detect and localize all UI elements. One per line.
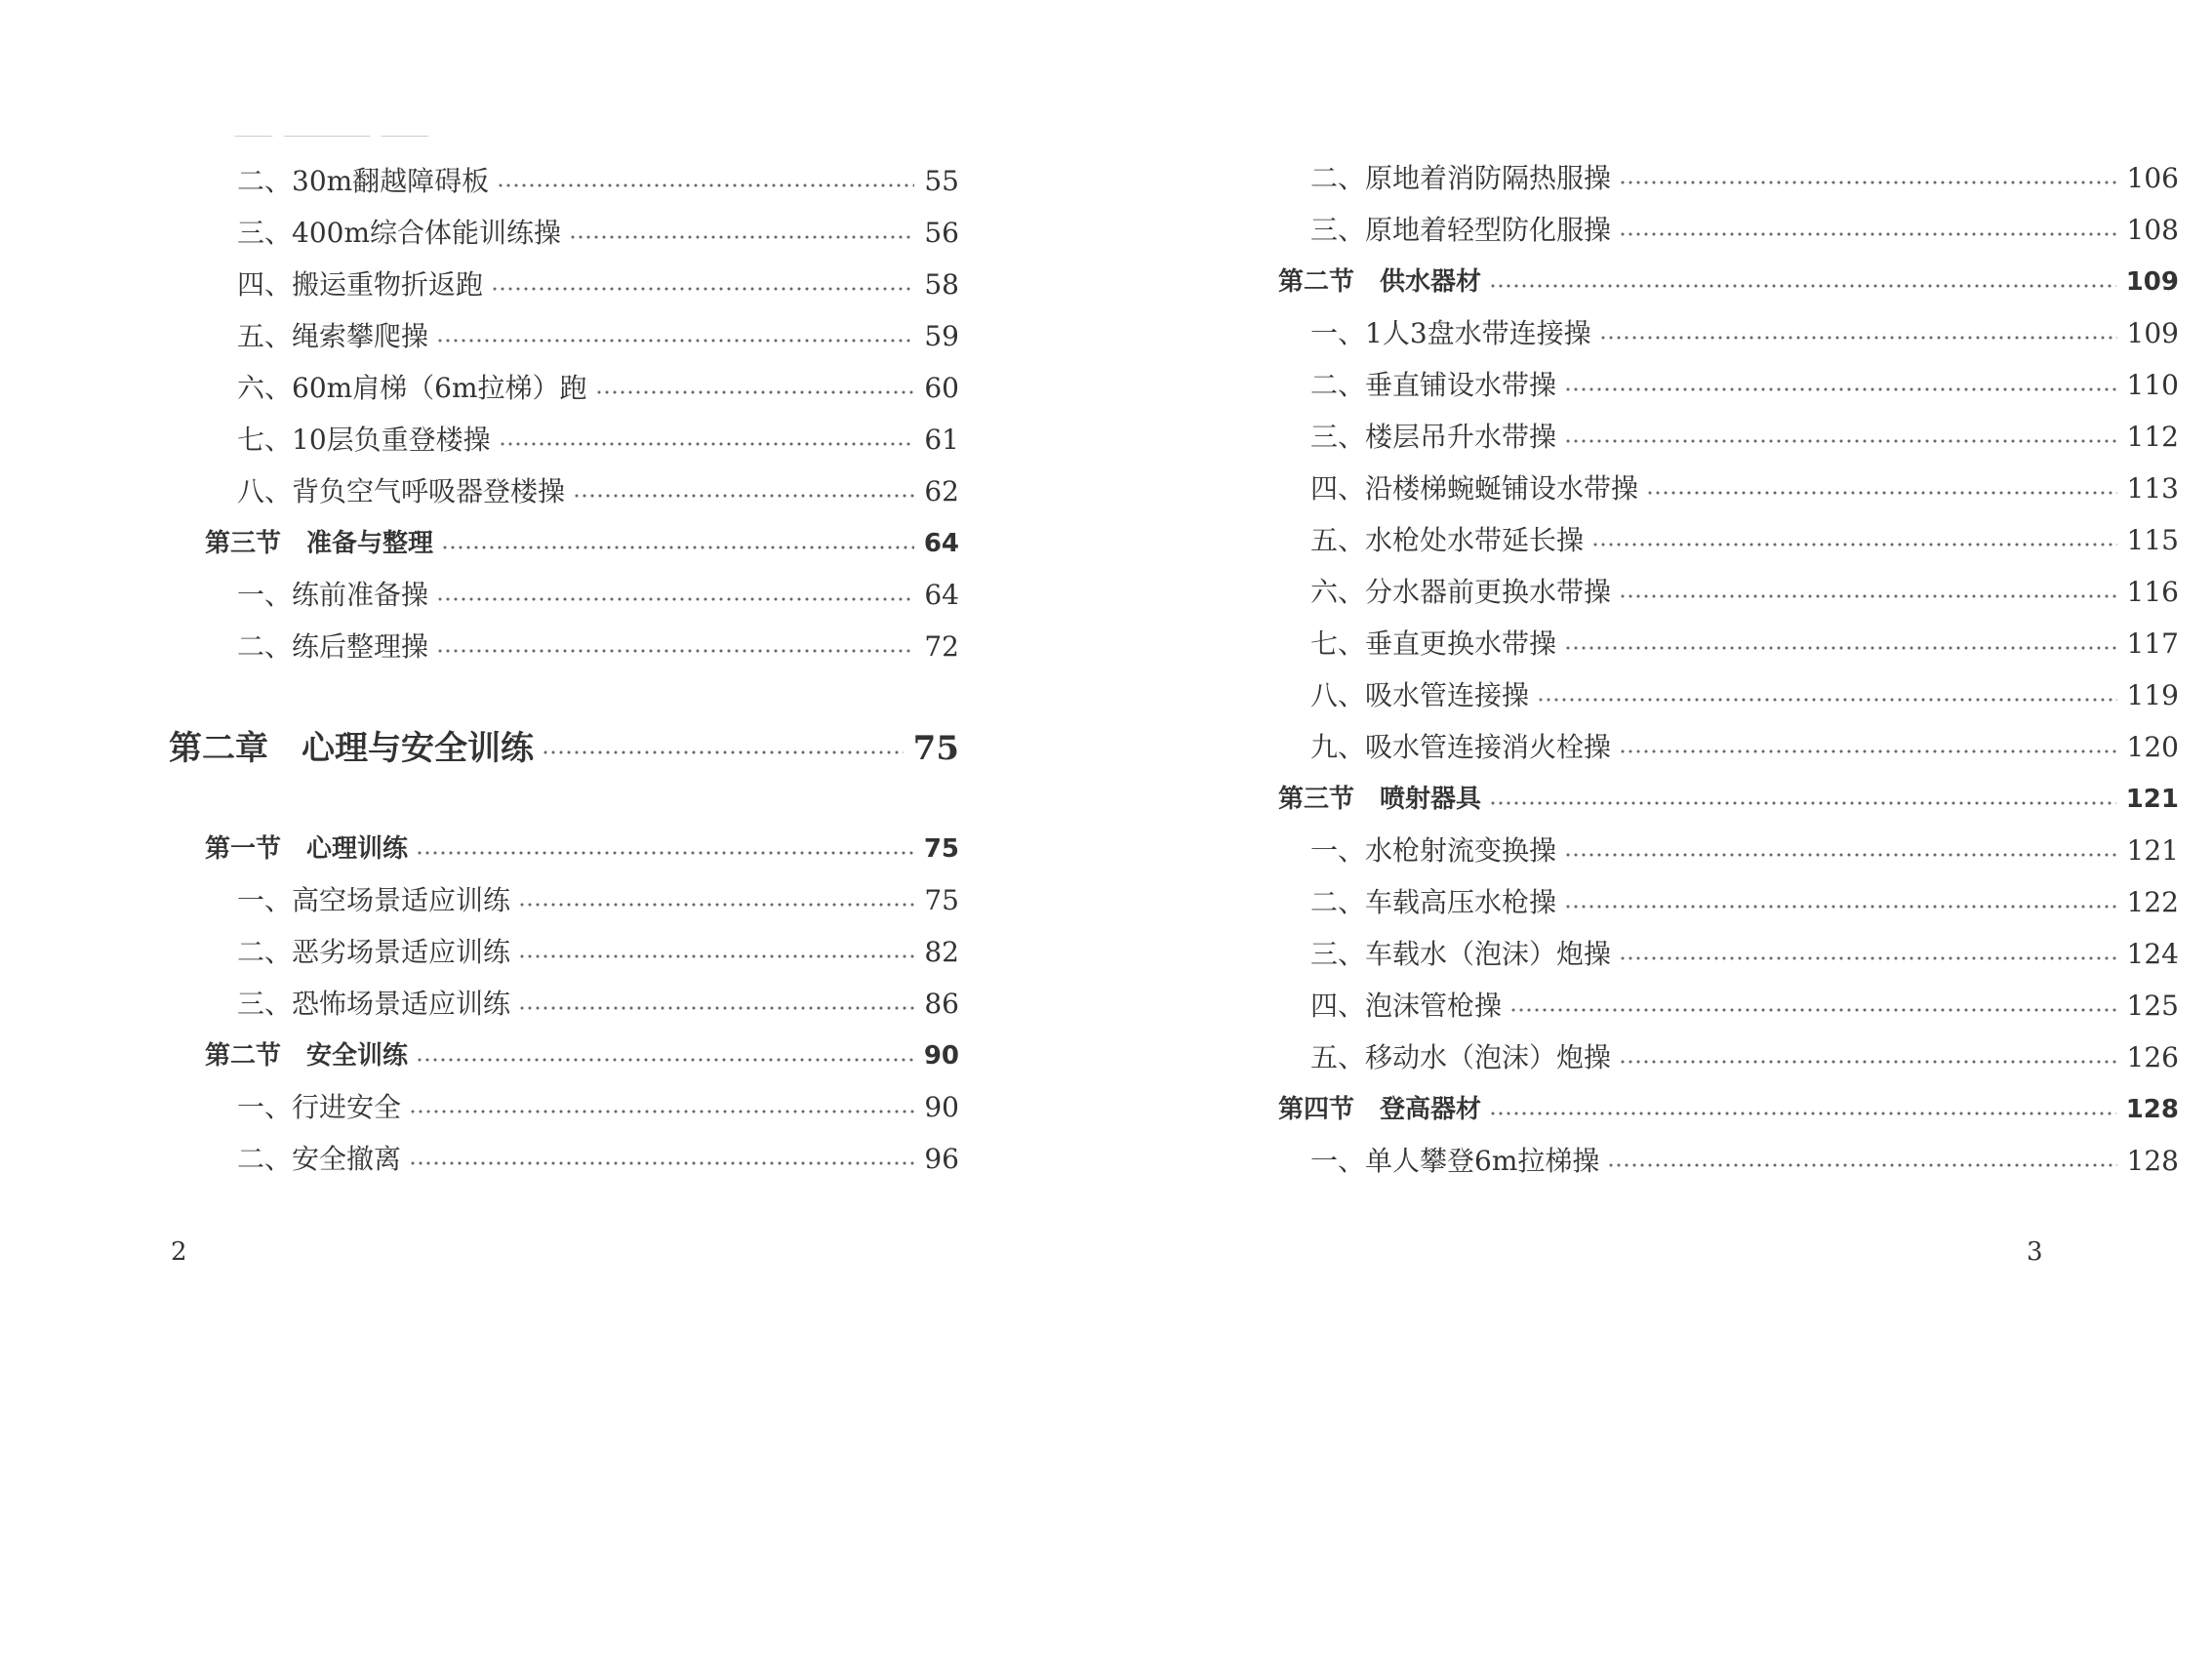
cut-off-text-fragment: [234, 127, 459, 137]
toc-entry-page: 110: [2126, 369, 2179, 401]
toc-entry-title: 一、高空场景适应训练: [237, 884, 511, 916]
toc-section-entry[interactable]: [1278, 263, 2179, 302]
toc-entry[interactable]: [237, 472, 959, 511]
toc-section-entry[interactable]: [205, 1036, 959, 1075]
dot-leader: [542, 749, 904, 755]
toc-section-entry[interactable]: [1278, 1090, 2179, 1129]
dot-leader: [1619, 593, 2117, 599]
dot-leader: [595, 389, 915, 395]
toc-entry-page: 119: [2126, 679, 2179, 711]
toc-entry-page: 116: [2126, 576, 2179, 608]
toc-entry-title: 五、水枪处水带延长操: [1310, 524, 1585, 556]
toc-entry-title: 二、垂直铺设水带操: [1310, 369, 1557, 401]
toc-entry-title: 二、车载高压水枪操: [1310, 886, 1557, 918]
toc-entry-page: 75: [923, 834, 959, 864]
toc-entry-page: 121: [2126, 834, 2179, 867]
toc-entry-page: 108: [2126, 214, 2179, 246]
toc-entry-page: 128: [2126, 1145, 2179, 1177]
dot-leader: [1646, 490, 2117, 496]
toc-entry[interactable]: [237, 576, 959, 615]
toc-entry-title: 九、吸水管连接消火栓操: [1310, 731, 1612, 763]
toc-entry[interactable]: [1310, 366, 2179, 405]
toc-entry-page: 64: [924, 579, 959, 611]
dot-leader: [416, 850, 914, 856]
toc-entry-page: 58: [924, 268, 959, 301]
toc-entry-title: 一、单人攀登6m拉梯操: [1310, 1145, 1600, 1177]
toc-entry-page: 96: [924, 1143, 959, 1175]
toc-entry[interactable]: [237, 265, 959, 304]
toc-entry-title: 四、泡沫管枪操: [1310, 990, 1503, 1022]
toc-entry-title: 五、移动水（泡沫）炮操: [1310, 1041, 1612, 1073]
toc-entry-title: 八、吸水管连接操: [1310, 679, 1530, 711]
toc-entry-page: 75: [924, 884, 959, 916]
dot-leader: [1599, 335, 2117, 341]
toc-entry-page: 128: [2125, 1095, 2179, 1124]
toc-entry-page: 86: [924, 988, 959, 1020]
dot-leader: [436, 648, 914, 654]
dot-leader: [491, 286, 914, 292]
toc-entry-page: 90: [924, 1091, 959, 1123]
toc-entry-page: 62: [924, 475, 959, 507]
page-number: 3: [2027, 1237, 2043, 1267]
toc-entry[interactable]: [1310, 573, 2179, 612]
toc-entry[interactable]: [1310, 883, 2179, 922]
dot-leader: [1619, 1059, 2117, 1065]
toc-entry-title: 二、恶劣场景适应训练: [237, 936, 511, 968]
toc-entry[interactable]: [237, 881, 959, 920]
toc-entry-title: 五、绳索攀爬操: [237, 320, 429, 352]
dot-leader: [497, 182, 914, 188]
toc-entry-title: 一、1人3盘水带连接操: [1310, 317, 1591, 349]
toc-entry-page: 90: [923, 1041, 959, 1071]
toc-entry[interactable]: [1310, 935, 2179, 974]
toc-entry-title: 一、练前准备操: [237, 579, 429, 611]
toc-entry-title: 三、原地着轻型防化服操: [1310, 214, 1612, 246]
dot-leader: [1564, 386, 2117, 392]
dot-leader: [518, 953, 914, 959]
dot-leader: [1509, 1007, 2117, 1013]
toc-entry-title: 第二节 安全训练: [205, 1041, 409, 1071]
dot-leader: [1489, 283, 2116, 289]
toc-entry[interactable]: [237, 162, 959, 201]
toc-entry-title: 三、400m综合体能训练操: [237, 217, 561, 249]
toc-entry-title: 二、安全撤离: [237, 1143, 402, 1175]
toc-entry-page: 112: [2126, 421, 2179, 453]
toc-entry[interactable]: [237, 1140, 959, 1179]
toc-entry-page: 106: [2126, 162, 2179, 194]
toc-entry-title: 第三节 喷射器具: [1278, 785, 1482, 814]
toc-entry-title: 七、垂直更换水带操: [1310, 627, 1557, 660]
dot-leader: [499, 441, 915, 447]
toc-entry[interactable]: [1310, 521, 2179, 560]
toc-entry-page: 113: [2126, 472, 2179, 505]
toc-entry-title: 三、恐怖场景适应训练: [237, 988, 511, 1020]
dot-leader: [1489, 800, 2116, 806]
dot-leader: [573, 493, 914, 499]
toc-entry[interactable]: [1310, 831, 2179, 870]
toc-entry-title: 第四节 登高器材: [1278, 1095, 1482, 1124]
dot-leader: [436, 596, 914, 602]
toc-entry-page: 125: [2126, 990, 2179, 1022]
toc-entry-page: 60: [924, 372, 959, 404]
toc-entry-title: 四、搬运重物折返跑: [237, 268, 484, 301]
dot-leader: [518, 1005, 914, 1011]
dot-leader: [1489, 1111, 2116, 1116]
toc-entry-page: 122: [2126, 886, 2179, 918]
toc-entry-title: 七、10层负重登楼操: [237, 424, 491, 456]
toc-entry-title: 第三节 准备与整理: [205, 529, 434, 558]
toc-entry-title: 三、楼层吊升水带操: [1310, 421, 1557, 453]
toc-entry[interactable]: [237, 985, 959, 1024]
toc-entry-page: 120: [2126, 731, 2179, 763]
toc-entry-page: 72: [924, 630, 959, 663]
toc-entry[interactable]: [1310, 987, 2179, 1026]
toc-entry[interactable]: [1310, 1038, 2179, 1077]
toc-section-entry[interactable]: [205, 524, 959, 563]
dot-leader: [409, 1160, 914, 1166]
dot-leader: [1564, 438, 2117, 444]
toc-entry-title: 二、30m翻越障碍板: [237, 165, 490, 197]
dot-leader: [1564, 852, 2117, 858]
toc-entry[interactable]: [1310, 625, 2179, 664]
dot-leader: [409, 1109, 914, 1114]
page-number: 2: [171, 1237, 187, 1267]
toc-entry-title: 二、练后整理操: [237, 630, 429, 663]
toc-entry-title: 四、沿楼梯蜿蜒铺设水带操: [1310, 472, 1639, 505]
toc-section-entry[interactable]: [205, 830, 959, 869]
dot-leader: [1564, 904, 2117, 910]
toc-entry[interactable]: [237, 214, 959, 253]
dot-leader: [441, 545, 914, 550]
toc-entry-page: 126: [2126, 1041, 2179, 1073]
toc-entry-title: 第一节 心理训练: [205, 834, 409, 864]
toc-entry[interactable]: [1310, 469, 2179, 508]
dot-leader: [416, 1057, 914, 1063]
toc-entry[interactable]: [237, 627, 959, 667]
toc-chapter-entry[interactable]: [169, 724, 959, 773]
dot-leader: [518, 902, 914, 908]
toc-entry-page: 55: [924, 165, 959, 197]
toc-right-page: [1106, 0, 2212, 1659]
toc-entry-title: 第二节 供水器材: [1278, 267, 1482, 297]
toc-entry-title: 八、背负空气呼吸器登楼操: [237, 475, 566, 507]
toc-entry[interactable]: [1310, 314, 2179, 353]
toc-entry[interactable]: [1310, 1142, 2179, 1181]
toc-entry[interactable]: [1310, 418, 2179, 457]
toc-entry-page: 115: [2126, 524, 2179, 556]
toc-entry-page: 64: [923, 529, 959, 558]
toc-entry-page: 59: [924, 320, 959, 352]
toc-entry[interactable]: [1310, 211, 2179, 250]
toc-entry-title: 六、分水器前更换水带操: [1310, 576, 1612, 608]
toc-entry[interactable]: [1310, 728, 2179, 767]
dot-leader: [1537, 697, 2117, 703]
dot-leader: [1591, 542, 2117, 547]
toc-entry-page: 56: [924, 217, 959, 249]
toc-entry-page: 109: [2126, 317, 2179, 349]
toc-entry-page: 75: [912, 729, 959, 768]
toc-entry-page: 61: [924, 424, 959, 456]
dot-leader: [1607, 1162, 2116, 1168]
toc-entry-page: 82: [924, 936, 959, 968]
toc-entry[interactable]: [237, 317, 959, 356]
toc-entry-title: 二、原地着消防隔热服操: [1310, 162, 1612, 194]
toc-entry-title: 第二章 心理与安全训练: [169, 729, 534, 768]
toc-entry-page: 121: [2125, 785, 2179, 814]
toc-entry[interactable]: [1310, 676, 2179, 715]
toc-section-entry[interactable]: [1278, 780, 2179, 819]
dot-leader: [1619, 749, 2117, 754]
toc-entry-title: 六、60m肩梯（6m拉梯）跑: [237, 372, 587, 404]
toc-entry-page: 109: [2125, 267, 2179, 297]
toc-entry-title: 一、行进安全: [237, 1091, 402, 1123]
dot-leader: [569, 234, 914, 240]
toc-entry-page: 124: [2126, 938, 2179, 970]
toc-entry[interactable]: [237, 1088, 959, 1127]
dot-leader: [1619, 955, 2117, 961]
toc-entry-title: 一、水枪射流变换操: [1310, 834, 1557, 867]
dot-leader: [436, 338, 914, 344]
dot-leader: [1619, 180, 2117, 185]
toc-entry[interactable]: [237, 421, 959, 460]
toc-entry[interactable]: [237, 933, 959, 972]
dot-leader: [1564, 645, 2117, 651]
toc-entry-title: 三、车载水（泡沫）炮操: [1310, 938, 1612, 970]
dot-leader: [1619, 231, 2117, 237]
toc-entry[interactable]: [1310, 159, 2179, 198]
toc-entry-page: 117: [2126, 627, 2179, 660]
toc-entry[interactable]: [237, 369, 959, 408]
